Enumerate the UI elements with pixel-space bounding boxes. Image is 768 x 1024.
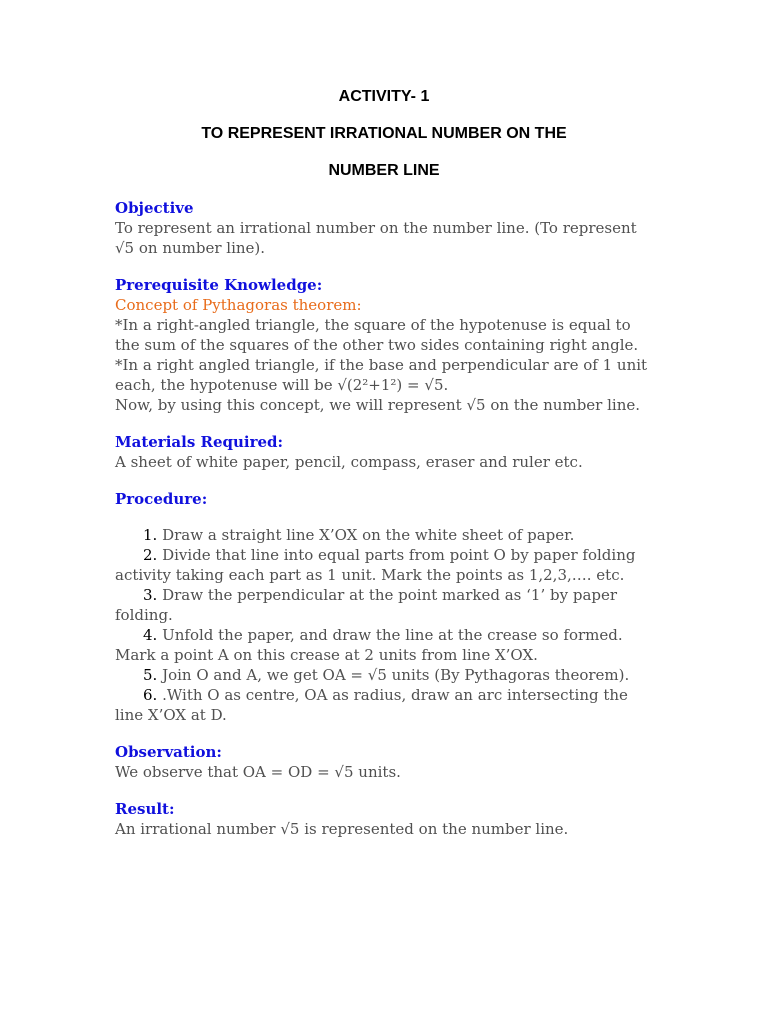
prerequisite-text-line: the sum of the squares of the other two sides containing right angle.: [115, 336, 639, 354]
objective-heading: Objective: [115, 199, 194, 217]
objective-text-line: To represent an irrational number on the number line. (To represent: [115, 219, 637, 237]
step-text: Join O and A, we get OA = √5 units (By Pythagoras theorem).: [162, 666, 630, 684]
result-text: An irrational number √5 is represented on the number line.: [115, 820, 569, 838]
objective-section: [115, 198, 655, 258]
procedure-steps: [115, 525, 655, 725]
procedure-step: [115, 585, 655, 605]
result-section: [115, 799, 655, 839]
step-continuation: activity taking each part as 1 unit. Mark the points as 1,2,3,…. etc.: [115, 566, 625, 584]
activity-title: ACTIVITY- 1: [338, 88, 430, 105]
prerequisite-heading: Prerequisite Knowledge:: [115, 276, 323, 294]
procedure-step: [115, 625, 655, 645]
prerequisite-text-line: *In a right angled triangle, if the base and perpendicular are of 1 unit: [115, 356, 648, 374]
materials-heading: Materials Required:: [115, 433, 284, 451]
step-number: 4.: [143, 626, 158, 644]
procedure-step: [115, 685, 655, 705]
materials-text: A sheet of white paper, pencil, compass, eraser and ruler etc.: [115, 453, 583, 471]
step-text: .With O as centre, OA as radius, draw an arc intersecting the: [162, 686, 628, 704]
prerequisite-text-line: Now, by using this concept, we will represent √5 on the number line.: [115, 396, 641, 414]
prerequisite-text-line: *In a right-angled triangle, the square of the hypotenuse is equal to: [115, 316, 631, 334]
objective-text-line: √5 on number line).: [115, 239, 266, 257]
step-continuation: folding.: [115, 606, 173, 624]
prerequisite-section: [115, 275, 655, 415]
result-heading: Result:: [115, 800, 175, 818]
observation-text: We observe that OA = OD = √5 units.: [115, 763, 401, 781]
procedure-heading: Procedure:: [115, 490, 208, 508]
step-text: Divide that line into equal parts from point O by paper folding: [162, 546, 636, 564]
step-text: Draw a straight line X’OX on the white sheet of paper.: [162, 526, 575, 544]
step-text: Draw the perpendicular at the point marked as ‘1’ by paper: [162, 586, 618, 604]
activity-subtitle-line1: TO REPRESENT IRRATIONAL NUMBER ON THE: [201, 125, 567, 142]
materials-section: [115, 432, 655, 472]
step-number: 3.: [143, 586, 158, 604]
observation-section: [115, 742, 655, 782]
step-continuation: Mark a point A on this crease at 2 units from line X’OX.: [115, 646, 538, 664]
procedure-step: [115, 665, 655, 685]
step-number: 6.: [143, 686, 158, 704]
procedure-step: [115, 545, 655, 565]
observation-heading: Observation:: [115, 743, 222, 761]
step-continuation: line X’OX at D.: [115, 706, 227, 724]
step-text: Unfold the paper, and draw the line at the crease so formed.: [162, 626, 623, 644]
procedure-step: [115, 525, 655, 545]
prerequisite-subheading: Concept of Pythagoras theorem:: [115, 296, 362, 314]
activity-subtitle-line2: NUMBER LINE: [328, 162, 440, 179]
prerequisite-text-line: each, the hypotenuse will be √(2²+1²) = √5.: [115, 376, 449, 394]
step-number: 1.: [143, 526, 158, 544]
step-number: 2.: [143, 546, 158, 564]
step-number: 5.: [143, 666, 158, 684]
